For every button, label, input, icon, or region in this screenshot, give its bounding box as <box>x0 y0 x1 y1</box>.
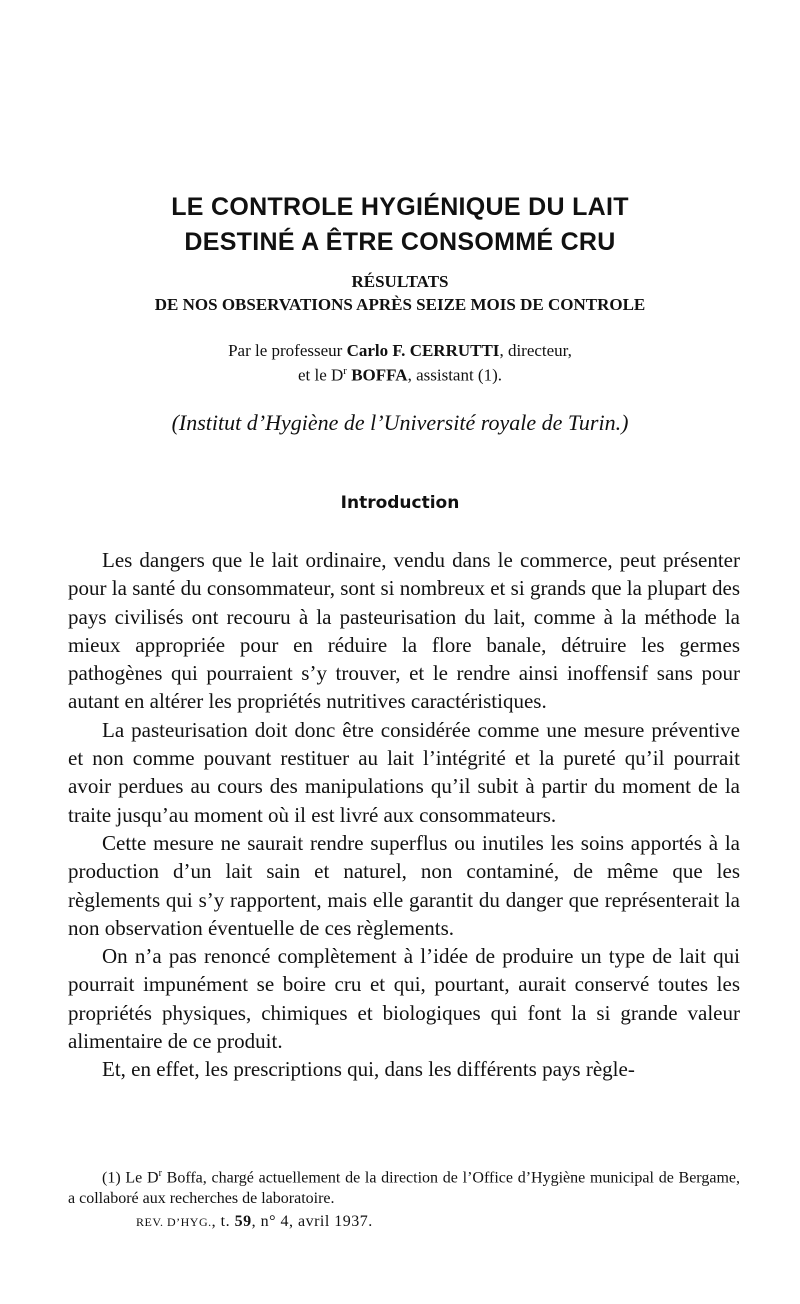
byline-prefix: Par le professeur <box>228 341 347 360</box>
body-paragraph: Et, en effet, les prescriptions qui, dans les différents pays règle- <box>102 1057 635 1082</box>
article-subtitle-line-2: DE NOS OBSERVATIONS APRÈS SEIZE MOIS DE CONTROLE <box>154 295 646 314</box>
article-body <box>68 546 740 1084</box>
body-paragraph: On n’a pas renoncé complètement à l’idée de produire un type de lait qui pourrait impunément se boire cru et qui, pourtant, aurait conservé toutes les propriétés physiques, chimiques et biologiques qui font la si grande valeur alimentaire de ce produit. <box>68 944 740 1054</box>
journal-citation <box>136 1213 373 1231</box>
journal-name: REV. D’HYG. <box>136 1215 212 1229</box>
body-paragraph: La pasteurisation doit donc être considérée comme une mesure préventive et non comme pouvant restituer au lait l’intégrité et la pureté qu’il pourrait avoir perdues au cours des manipulations qu’il subit à partir du moment de la traite jusqu’au moment où il est livré aux consommateurs. <box>68 717 740 827</box>
issue-date: , avril 1937. <box>288 1213 373 1230</box>
author-line-2 <box>0 361 800 386</box>
author2-title-sup: r <box>343 365 347 377</box>
author-byline <box>0 340 800 386</box>
issue-label: , n° <box>251 1213 281 1230</box>
footnote-sup: r <box>158 1168 162 1179</box>
author-line-1 <box>0 340 800 361</box>
author2-role: , assistant (1). <box>407 365 503 385</box>
article-subtitle-line-1: RÉSULTATS <box>351 272 449 291</box>
tome-number: 59 <box>234 1213 252 1230</box>
author1-first-name: Carlo F. <box>346 341 410 360</box>
article-title-line-2: DESTINÉ A ÊTRE CONSOMMÉ CRU <box>184 228 616 256</box>
footnote-prefix: (1) Le D <box>102 1169 159 1187</box>
section-heading: Introduction <box>340 493 460 513</box>
body-paragraph: Les dangers que le lait ordinaire, vendu dans le commerce, peut présenter pour la santé du consommateur, sont si nombreux et si grands que la plupart des pays civilisés ont recouru à la pasteurisation du lait, comme à la méthode la mieux appropriée pour en réduire la flore banale, détruire les germes pathogènes qui pourraient s’y trouver, et le rendre ainsi inoffensif sans pour autant en altérer les propriétés nutritives caractéristiques. <box>68 548 740 714</box>
footnote <box>68 1163 740 1209</box>
author2-prefix: et le D <box>297 365 344 385</box>
author1-role: , directeur, <box>499 341 572 360</box>
author1-last-name: CERRUTTI <box>409 341 500 360</box>
tome-label: , t. <box>211 1213 235 1230</box>
author2-name: BOFFA <box>346 365 408 385</box>
article-title-line-1: LE CONTROLE HYGIÉNIQUE DU LAIT <box>171 193 629 221</box>
footnote-text: Boffa, chargé actuellement de la direction de l’Office d’Hygiène municipal de Bergame, a collaboré aux recherches de laboratoire. <box>68 1169 740 1208</box>
institute-affiliation: (Institut d’Hygiène de l’Université royale de Turin.) <box>171 410 629 435</box>
body-paragraph: Cette mesure ne saurait rendre superflus ou inutiles les soins apportés à la production d’un lait sain et naturel, non contaminé, de même que les règlements qui s’y rapportent, mais elle garantit du danger que représenterait la non observation éventuelle de ces règlements. <box>68 830 740 940</box>
issue-number: 4 <box>280 1213 289 1230</box>
